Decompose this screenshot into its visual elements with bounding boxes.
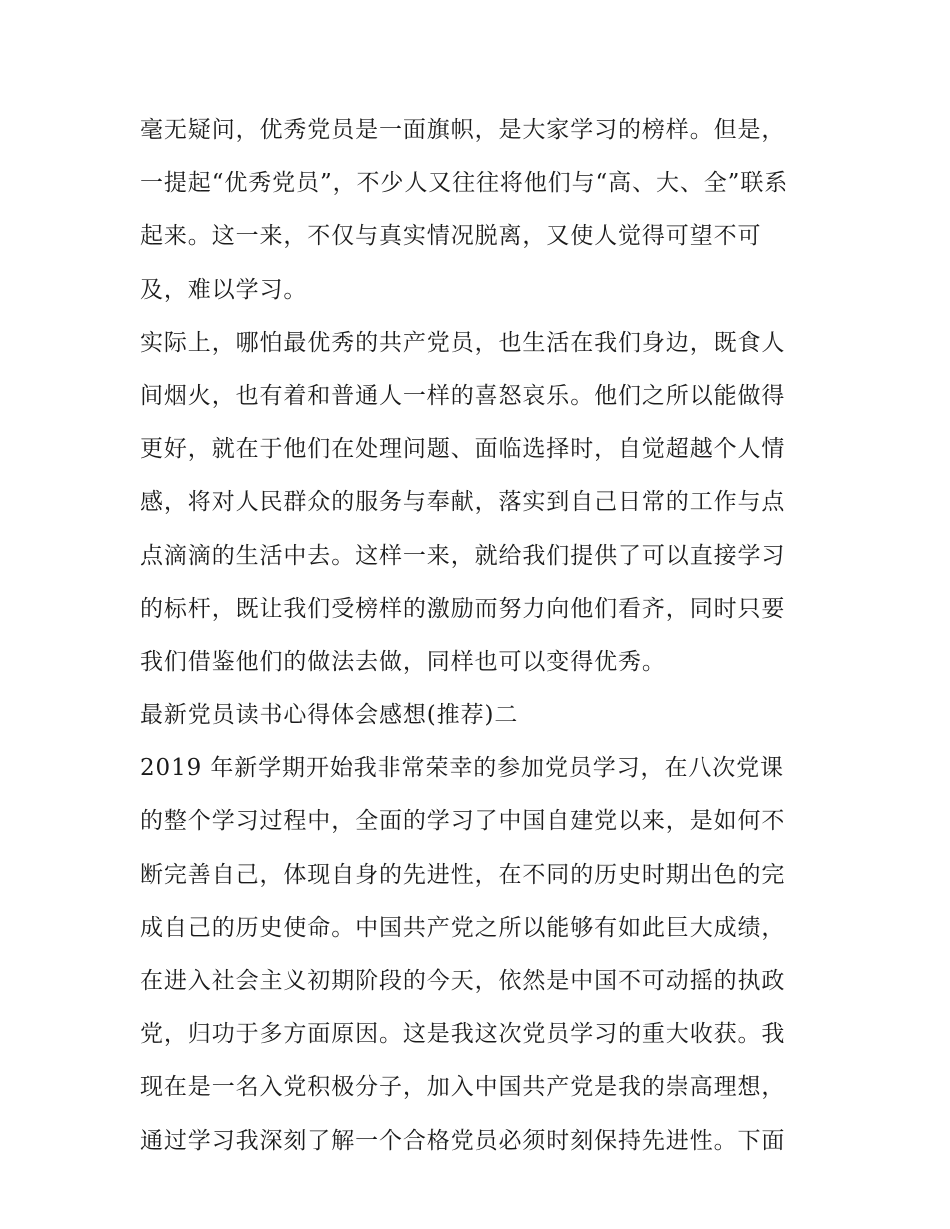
paragraph-line: 成自己的历史使命。中国共产党之所以能够有如此巨大成绩， — [140, 914, 786, 941]
paragraph-line: 的整个学习过程中，全面的学习了中国自建党以来，是如何不 — [140, 808, 786, 835]
paragraph-line: 起来。这一来，不仅与真实情况脱离，又使人觉得可望不可 — [140, 223, 762, 250]
section-heading: 最新党员读书心得体会感想(推荐)二 — [140, 702, 519, 729]
paragraph-line: 在进入社会主义初期阶段的今天，依然是中国不可动摇的执政 — [140, 968, 786, 994]
paragraph-line: 毫无疑问，优秀党员是一面旗帜，是大家学习的榜样。但是， — [140, 117, 786, 143]
paragraph-line: 感，将对人民群众的服务与奉献，落实到自己日常的工作与点 — [140, 489, 786, 516]
paragraph-line: 2019 年新学期开始我非常荣幸的参加党员学习，在八次党课 — [140, 755, 784, 782]
paragraph-line: 实际上，哪怕最优秀的共产党员，也生活在我们身边，既食人 — [140, 329, 786, 356]
paragraph-line: 我们借鉴他们的做法去做，同样也可以变得优秀。 — [140, 648, 666, 675]
paragraph-line: 点滴滴的生活中去。这样一来，就给我们提供了可以直接学习 — [140, 542, 786, 569]
paragraph-line: 间烟火，也有着和普通人一样的喜怒哀乐。他们之所以能做得 — [140, 382, 786, 409]
paragraph-line: 通过学习我深刻了解一个合格党员必须时刻保持先进性。下面 — [140, 1127, 786, 1154]
paragraph-line: 及，难以学习。 — [140, 276, 308, 303]
document-body — [140, 104, 816, 1168]
paragraph-line: 断完善自己，体现自身的先进性，在不同的历史时期出色的完 — [140, 861, 786, 888]
paragraph-line: 现在是一名入党积极分子，加入中国共产党是我的崇高理想， — [140, 1074, 786, 1101]
paragraph-line: 的标杆，既让我们受榜样的激励而努力向他们看齐，同时只要 — [140, 595, 786, 622]
paragraph-line: 党，归功于多方面原因。这是我这次党员学习的重大收获。我 — [140, 1021, 786, 1048]
paragraph-line: 更好，就在于他们在处理问题、面临选择时，自觉超越个人情 — [140, 436, 786, 463]
paragraph-line: 一提起“优秀党员”，不少人又往往将他们与“高、大、全”联系 — [140, 170, 789, 197]
